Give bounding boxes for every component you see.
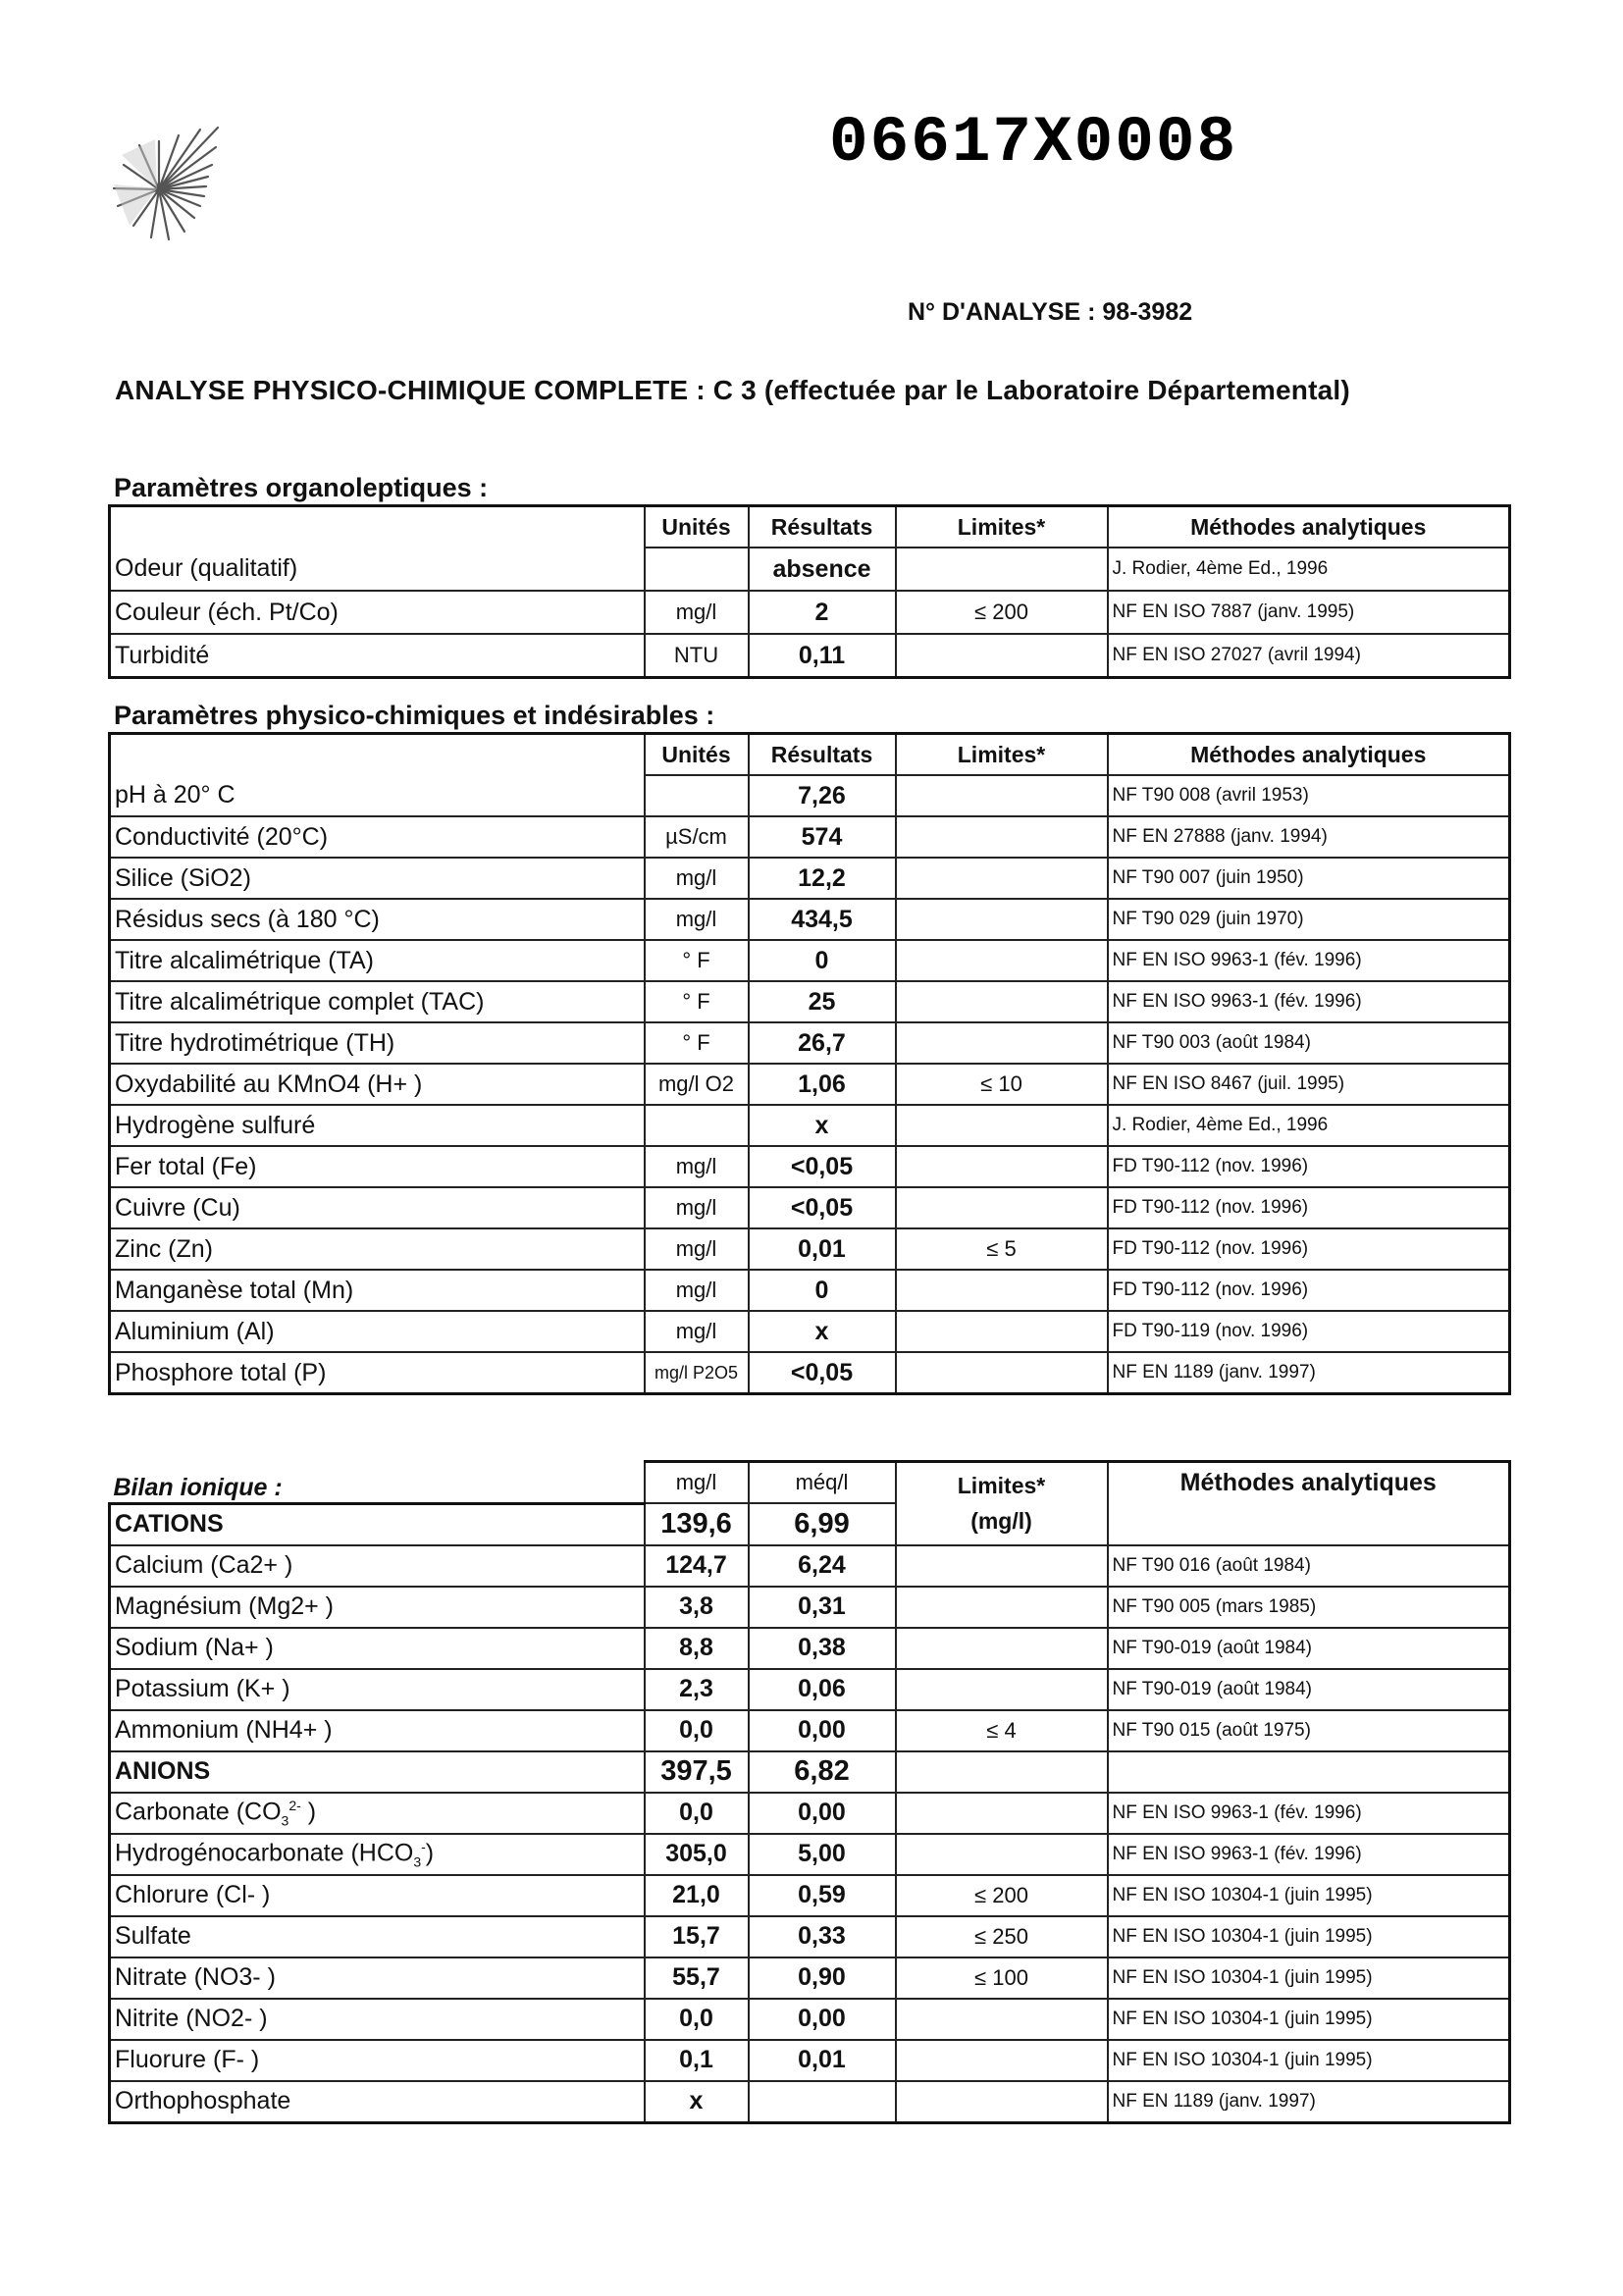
- section-title-organoleptic: Paramètres organoleptiques :: [114, 473, 489, 502]
- param-result: 0: [749, 940, 896, 981]
- anions-meql: 6,82: [749, 1751, 896, 1793]
- param-name: Nitrite (NO2- ): [110, 1999, 645, 2040]
- table-row: [110, 2081, 1510, 2123]
- table-row: [110, 1628, 1510, 1669]
- table-header-row: [110, 1462, 1510, 1504]
- table-row: [110, 1105, 1510, 1146]
- table-row: [110, 1793, 1510, 1834]
- param-limit: [896, 940, 1108, 981]
- param-name: Ammonium (NH4+ ): [110, 1710, 645, 1751]
- document-number: 06617X0008: [829, 106, 1238, 180]
- param-unit: mg/l: [645, 591, 749, 634]
- header-limits-label: Limites*: [957, 1473, 1046, 1499]
- param-unit: mg/l O2: [645, 1064, 749, 1105]
- physico-table: [108, 732, 1511, 1395]
- param-method: NF EN ISO 9963-1 (fév. 1996): [1108, 940, 1510, 981]
- param-method: NF EN ISO 9963-1 (fév. 1996): [1108, 1793, 1510, 1834]
- anions-total-row: [110, 1751, 1510, 1793]
- param-mgl: 21,0: [645, 1875, 749, 1916]
- param-mgl: 55,7: [645, 1957, 749, 1999]
- param-result: x: [749, 1311, 896, 1352]
- param-unit: mg/l: [645, 1146, 749, 1187]
- param-method: FD T90-112 (nov. 1996): [1108, 1228, 1510, 1270]
- param-limit: [896, 548, 1108, 591]
- param-result: 1,06: [749, 1064, 896, 1105]
- anions-method: [1108, 1751, 1510, 1793]
- param-name: Titre alcalimétrique (TA): [110, 940, 645, 981]
- table-row: [110, 2040, 1510, 2081]
- page-title: ANALYSE PHYSICO-CHIMIQUE COMPLETE : C 3 (effectuée par le Laboratoire Départemental): [115, 375, 1350, 405]
- param-limit: ≤ 250: [896, 1916, 1108, 1957]
- header-methods: Méthodes analytiques: [1108, 1462, 1510, 1545]
- param-method: NF EN ISO 9963-1 (fév. 1996): [1108, 1834, 1510, 1875]
- param-result: <0,05: [749, 1146, 896, 1187]
- header-methods: Méthodes analytiques: [1108, 506, 1510, 548]
- param-name: Potassium (K+ ): [110, 1669, 645, 1710]
- header-limits: [896, 1462, 1108, 1545]
- analysis-number: [908, 298, 1192, 327]
- param-mgl: 305,0: [645, 1834, 749, 1875]
- header-meql: méq/l: [749, 1462, 896, 1504]
- param-unit: mg/l: [645, 858, 749, 899]
- param-method: NF T90 003 (août 1984): [1108, 1022, 1510, 1064]
- param-method: FD T90-119 (nov. 1996): [1108, 1311, 1510, 1352]
- superscript: -: [421, 1838, 426, 1854]
- header-blank-cell: [110, 506, 645, 548]
- param-method: NF EN ISO 10304-1 (juin 1995): [1108, 1999, 1510, 2040]
- param-method: NF T90-019 (août 1984): [1108, 1669, 1510, 1710]
- name-text: Hydrogénocarbonate (HCO: [115, 1839, 414, 1867]
- table-header-row: [110, 506, 1510, 548]
- table-row: [110, 1999, 1510, 2040]
- param-method: NF T90 015 (août 1975): [1108, 1710, 1510, 1751]
- param-mgl: 0,0: [645, 1793, 749, 1834]
- param-method: NF T90 005 (mars 1985): [1108, 1587, 1510, 1628]
- param-name: Fer total (Fe): [110, 1146, 645, 1187]
- param-method: NF T90 008 (avril 1953): [1108, 775, 1510, 816]
- param-unit: mg/l: [645, 1228, 749, 1270]
- table-row: [110, 1957, 1510, 1999]
- param-unit: ° F: [645, 940, 749, 981]
- param-unit: mg/l: [645, 1187, 749, 1228]
- param-name: Sulfate: [110, 1916, 645, 1957]
- table-header-row: [110, 734, 1510, 776]
- cations-meql: 6,99: [749, 1503, 896, 1545]
- param-result: 7,26: [749, 775, 896, 816]
- param-method: NF T90-019 (août 1984): [1108, 1628, 1510, 1669]
- param-mgl: 2,3: [645, 1669, 749, 1710]
- cations-mgl: 139,6: [645, 1503, 749, 1545]
- ionic-title-cell: [110, 1462, 645, 1504]
- table-row: [110, 1146, 1510, 1187]
- param-meql: [749, 2081, 896, 2123]
- header-limits-unit: (mg/l): [970, 1508, 1032, 1535]
- param-name: [110, 1834, 645, 1875]
- param-method: NF EN ISO 27027 (avril 1994): [1108, 634, 1510, 678]
- param-unit: mg/l P2O5: [645, 1352, 749, 1394]
- table-row: [110, 1270, 1510, 1311]
- param-limit: [896, 899, 1108, 940]
- table-row: [110, 634, 1510, 678]
- param-method: NF T90 029 (juin 1970): [1108, 899, 1510, 940]
- param-limit: [896, 1669, 1108, 1710]
- param-unit: mg/l: [645, 1311, 749, 1352]
- param-limit: ≤ 10: [896, 1064, 1108, 1105]
- table-row: [110, 899, 1510, 940]
- param-limit: [896, 1022, 1108, 1064]
- param-name: Cuivre (Cu): [110, 1187, 645, 1228]
- param-unit: [645, 1105, 749, 1146]
- param-result: 0: [749, 1270, 896, 1311]
- param-limit: [896, 1999, 1108, 2040]
- param-method: NF EN ISO 10304-1 (juin 1995): [1108, 1875, 1510, 1916]
- param-meql: 0,00: [749, 1710, 896, 1751]
- param-result: 0,01: [749, 1228, 896, 1270]
- param-limit: [896, 1270, 1108, 1311]
- param-limit: [896, 1187, 1108, 1228]
- param-name: Fluorure (F- ): [110, 2040, 645, 2081]
- header-units: Unités: [645, 734, 749, 776]
- param-method: NF T90 016 (août 1984): [1108, 1545, 1510, 1587]
- param-method: NF EN ISO 10304-1 (juin 1995): [1108, 1916, 1510, 1957]
- param-method: NF EN ISO 7887 (janv. 1995): [1108, 591, 1510, 634]
- param-mgl: 8,8: [645, 1628, 749, 1669]
- table-row: [110, 1064, 1510, 1105]
- param-limit: [896, 1628, 1108, 1669]
- header-results: Résultats: [749, 734, 896, 776]
- param-unit: [645, 775, 749, 816]
- param-name: Silice (SiO2): [110, 858, 645, 899]
- table-row: [110, 548, 1510, 591]
- param-method: NF EN ISO 8467 (juil. 1995): [1108, 1064, 1510, 1105]
- analysis-number-value: 98-3982: [1102, 298, 1193, 326]
- param-result: 434,5: [749, 899, 896, 940]
- param-unit: mg/l: [645, 899, 749, 940]
- param-result: x: [749, 1105, 896, 1146]
- param-mgl: 3,8: [645, 1587, 749, 1628]
- param-result: absence: [749, 548, 896, 591]
- param-name: Couleur (éch. Pt/Co): [110, 591, 645, 634]
- param-limit: [896, 775, 1108, 816]
- param-mgl: 15,7: [645, 1916, 749, 1957]
- param-name: Odeur (qualitatif): [110, 548, 645, 591]
- param-result: 12,2: [749, 858, 896, 899]
- table-row: [110, 1311, 1510, 1352]
- param-meql: 6,24: [749, 1545, 896, 1587]
- param-meql: 0,38: [749, 1628, 896, 1669]
- table-row: [110, 1228, 1510, 1270]
- param-method: NF EN 1189 (janv. 1997): [1108, 2081, 1510, 2123]
- organoleptic-table: [108, 504, 1511, 679]
- param-limit: [896, 858, 1108, 899]
- param-result: 25: [749, 981, 896, 1022]
- param-limit: [896, 634, 1108, 678]
- table-row: [110, 1587, 1510, 1628]
- param-name: Oxydabilité au KMnO4 (H+ ): [110, 1064, 645, 1105]
- param-name: Nitrate (NO3- ): [110, 1957, 645, 1999]
- table-row: [110, 858, 1510, 899]
- param-meql: 0,90: [749, 1957, 896, 1999]
- param-name: Turbidité: [110, 634, 645, 678]
- table-row: [110, 981, 1510, 1022]
- param-limit: ≤ 100: [896, 1957, 1108, 1999]
- param-meql: 5,00: [749, 1834, 896, 1875]
- param-name: Calcium (Ca2+ ): [110, 1545, 645, 1587]
- param-unit: ° F: [645, 981, 749, 1022]
- param-limit: [896, 1834, 1108, 1875]
- section-title-ionic: Bilan ionique :: [113, 1473, 283, 1501]
- table-row: [110, 1187, 1510, 1228]
- param-meql: 0,00: [749, 1999, 896, 2040]
- table-row: [110, 1834, 1510, 1875]
- param-name: Hydrogène sulfuré: [110, 1105, 645, 1146]
- param-unit: µS/cm: [645, 816, 749, 858]
- param-method: NF EN 1189 (janv. 1997): [1108, 1352, 1510, 1394]
- table-row: [110, 1022, 1510, 1064]
- param-meql: 0,01: [749, 2040, 896, 2081]
- table-row: [110, 1669, 1510, 1710]
- param-meql: 0,31: [749, 1587, 896, 1628]
- param-unit: [645, 548, 749, 591]
- table-row: [110, 816, 1510, 858]
- table-row: [110, 1710, 1510, 1751]
- param-limit: [896, 816, 1108, 858]
- analysis-number-label: N° D'ANALYSE :: [908, 298, 1096, 326]
- param-method: FD T90-112 (nov. 1996): [1108, 1187, 1510, 1228]
- header-limits: Limites*: [896, 506, 1108, 548]
- param-limit: [896, 1352, 1108, 1394]
- name-suffix: ): [300, 1798, 317, 1826]
- param-limit: ≤ 5: [896, 1228, 1108, 1270]
- param-meql: 0,59: [749, 1875, 896, 1916]
- param-limit: [896, 1545, 1108, 1587]
- param-name: Sodium (Na+ ): [110, 1628, 645, 1669]
- param-name: Zinc (Zn): [110, 1228, 645, 1270]
- superscript: 2-: [288, 1797, 301, 1813]
- table-row: [110, 1916, 1510, 1957]
- param-limit: ≤ 4: [896, 1710, 1108, 1751]
- param-unit: NTU: [645, 634, 749, 678]
- header-methods: Méthodes analytiques: [1108, 734, 1510, 776]
- subscript: 3: [413, 1853, 422, 1870]
- ionic-balance-table: [108, 1460, 1511, 2124]
- param-name: Titre alcalimétrique complet (TAC): [110, 981, 645, 1022]
- header-results: Résultats: [749, 506, 896, 548]
- param-method: J. Rodier, 4ème Ed., 1996: [1108, 1105, 1510, 1146]
- name-text: Carbonate (CO: [115, 1798, 282, 1826]
- param-name: Phosphore total (P): [110, 1352, 645, 1394]
- param-meql: 0,06: [749, 1669, 896, 1710]
- param-limit: [896, 2081, 1108, 2123]
- param-name: Chlorure (Cl- ): [110, 1875, 645, 1916]
- param-name: pH à 20° C: [110, 775, 645, 816]
- table-row: [110, 775, 1510, 816]
- header-mgl: mg/l: [645, 1462, 749, 1504]
- param-method: NF EN ISO 10304-1 (juin 1995): [1108, 2040, 1510, 2081]
- name-suffix: ): [425, 1839, 435, 1867]
- param-result: 26,7: [749, 1022, 896, 1064]
- param-limit: [896, 1587, 1108, 1628]
- param-limit: [896, 2040, 1108, 2081]
- param-name: Résidus secs (à 180 °C): [110, 899, 645, 940]
- param-name: Orthophosphate: [110, 2081, 645, 2123]
- table-row: [110, 1352, 1510, 1394]
- param-limit: [896, 1311, 1108, 1352]
- param-method: NF EN ISO 10304-1 (juin 1995): [1108, 1957, 1510, 1999]
- param-meql: 0,00: [749, 1793, 896, 1834]
- param-result: 574: [749, 816, 896, 858]
- param-method: NF EN ISO 9963-1 (fév. 1996): [1108, 981, 1510, 1022]
- anions-label: ANIONS: [110, 1751, 645, 1793]
- starburst-logo-icon: [110, 116, 228, 243]
- param-mgl: 124,7: [645, 1545, 749, 1587]
- param-method: NF EN 27888 (janv. 1994): [1108, 816, 1510, 858]
- param-result: 0,11: [749, 634, 896, 678]
- table-row: [110, 591, 1510, 634]
- param-mgl: 0,0: [645, 1999, 749, 2040]
- header-blank-cell: [110, 734, 645, 776]
- param-unit: mg/l: [645, 1270, 749, 1311]
- param-method: NF T90 007 (juin 1950): [1108, 858, 1510, 899]
- param-meql: 0,33: [749, 1916, 896, 1957]
- param-name: Magnésium (Mg2+ ): [110, 1587, 645, 1628]
- anions-mgl: 397,5: [645, 1751, 749, 1793]
- table-row: [110, 1545, 1510, 1587]
- param-result: 2: [749, 591, 896, 634]
- param-limit: [896, 981, 1108, 1022]
- param-limit: [896, 1146, 1108, 1187]
- header-units: Unités: [645, 506, 749, 548]
- param-name: Aluminium (Al): [110, 1311, 645, 1352]
- subscript: 3: [281, 1812, 289, 1829]
- header-limits: Limites*: [896, 734, 1108, 776]
- param-method: FD T90-112 (nov. 1996): [1108, 1270, 1510, 1311]
- param-limit: [896, 1793, 1108, 1834]
- param-name: [110, 1793, 645, 1834]
- param-method: J. Rodier, 4ème Ed., 1996: [1108, 548, 1510, 591]
- param-name: Conductivité (20°C): [110, 816, 645, 858]
- param-method: FD T90-112 (nov. 1996): [1108, 1146, 1510, 1187]
- param-limit: ≤ 200: [896, 1875, 1108, 1916]
- param-mgl: 0,1: [645, 2040, 749, 2081]
- param-limit: [896, 1105, 1108, 1146]
- param-limit: ≤ 200: [896, 591, 1108, 634]
- cations-label: CATIONS: [110, 1503, 645, 1545]
- table-row: [110, 940, 1510, 981]
- anions-limit: [896, 1751, 1108, 1793]
- param-mgl: 0,0: [645, 1710, 749, 1751]
- param-name: Titre hydrotimétrique (TH): [110, 1022, 645, 1064]
- param-mgl: x: [645, 2081, 749, 2123]
- param-unit: ° F: [645, 1022, 749, 1064]
- table-row: [110, 1875, 1510, 1916]
- section-title-physico: Paramètres physico-chimiques et indésirables :: [114, 701, 715, 730]
- param-name: Manganèse total (Mn): [110, 1270, 645, 1311]
- param-result: <0,05: [749, 1187, 896, 1228]
- param-result: <0,05: [749, 1352, 896, 1394]
